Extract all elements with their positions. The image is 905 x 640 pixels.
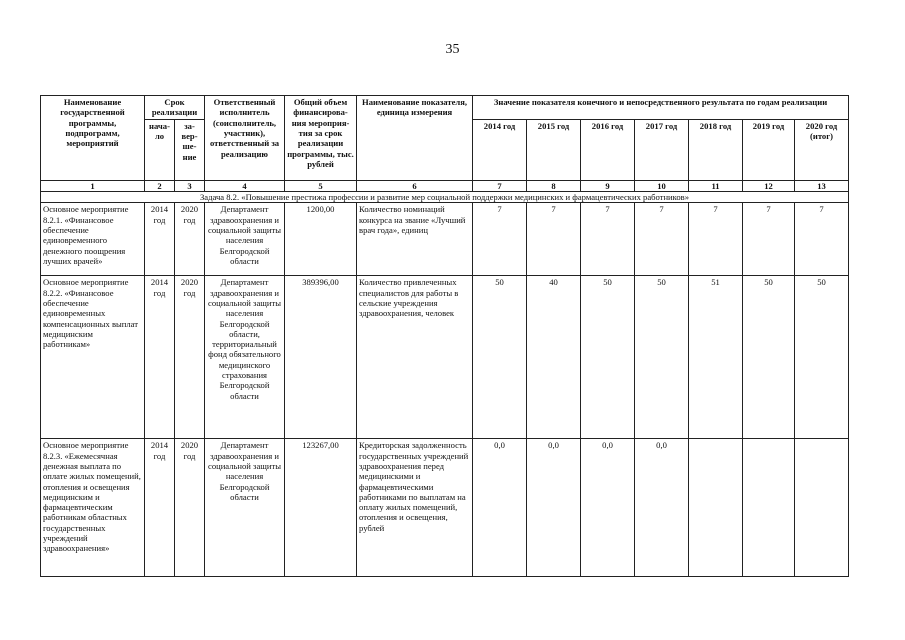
indicator: Количество номинаций конкурса на звание «Лучший врач года», единиц: [357, 203, 473, 276]
indicator: Кредиторская задолженность государственных учреждений здравоохранения перед медицинскими и фармацевтическими работниками по выплатам на оплату жилых помещений, отопления и освещения, рублей: [357, 439, 473, 577]
column-number: 4: [205, 180, 285, 191]
end-year: 2020 год: [175, 276, 205, 439]
header-year: 2020 год (итог): [795, 119, 849, 180]
value: [795, 439, 849, 577]
end-year: 2020 год: [175, 439, 205, 577]
column-number: 11: [689, 180, 743, 191]
event-name: Основное мероприятие 8.2.1. «Финансовое обеспечение единовременного денежного поощрения лучших врачей»: [41, 203, 145, 276]
header-year: 2014 год: [473, 119, 527, 180]
value: 50: [473, 276, 527, 439]
responsible: Департамент здравоохранения и социальной защиты населения Белгородской области: [205, 439, 285, 577]
end-year: 2020 год: [175, 203, 205, 276]
header-name: Наименование государственной программы, подпрограмм, мероприятий: [41, 96, 145, 181]
column-number: 3: [175, 180, 205, 191]
value: [743, 439, 795, 577]
value: 0,0: [527, 439, 581, 577]
value: 51: [689, 276, 743, 439]
header-values: Значение показателя конечного и непосредственного результата по годам реализации: [473, 96, 849, 120]
page-number: 35: [445, 42, 460, 57]
header-funding: Общий объем финансирова-ния мероприя-тия за срок реализации программы, тыс. рублей: [285, 96, 357, 181]
column-number: 8: [527, 180, 581, 191]
table-row: [41, 203, 849, 276]
value: 7: [635, 203, 689, 276]
results-table: [40, 95, 849, 577]
header-year: 2018 год: [689, 119, 743, 180]
value: 50: [795, 276, 849, 439]
column-number: 9: [581, 180, 635, 191]
responsible: Департамент здравоохранения и социальной защиты населения Белгородской области: [205, 203, 285, 276]
event-name: Основное мероприятие 8.2.2. «Финансовое обеспечение единовременных компенсационных выплат медицинским работникам»: [41, 276, 145, 439]
value: 7: [473, 203, 527, 276]
indicator: Количество привлеченных специалистов для работы в сельские учреждения здравоохранения, человек: [357, 276, 473, 439]
value: 7: [795, 203, 849, 276]
value: 7: [743, 203, 795, 276]
value: 40: [527, 276, 581, 439]
value: 7: [527, 203, 581, 276]
header-end: за-вер-ше-ние: [175, 119, 205, 180]
value: 50: [635, 276, 689, 439]
table-row: [41, 276, 849, 439]
column-number: 6: [357, 180, 473, 191]
header-responsible: Ответственный исполнитель (соисполнитель, участник), ответственный за реализацию: [205, 96, 285, 181]
responsible: Департамент здравоохранения и социальной защиты населения Белгородской области, территориальный фонд обязательного медицинского страхования Белгородской области: [205, 276, 285, 439]
value: 0,0: [473, 439, 527, 577]
table-row: [41, 439, 849, 577]
header-year: 2015 год: [527, 119, 581, 180]
value: [689, 439, 743, 577]
start-year: 2014 год: [145, 276, 175, 439]
task-heading: Задача 8.2. «Повышение престижа профессии и развитие мер социальной поддержки медицинских и фармацевтических работников»: [41, 191, 849, 202]
header-start: нача-ло: [145, 119, 175, 180]
value: 0,0: [581, 439, 635, 577]
column-number: 2: [145, 180, 175, 191]
header-indicator: Наименование показателя, единица измерения: [357, 96, 473, 181]
header-year: 2019 год: [743, 119, 795, 180]
header-term: Срок реализации: [145, 96, 205, 120]
value: 0,0: [635, 439, 689, 577]
funding: 389396,00: [285, 276, 357, 439]
value: 7: [689, 203, 743, 276]
event-name: Основное мероприятие 8.2.3. «Ежемесячная денежная выплата по оплате жилых помещений, отопления и освещения медицинским и фармацевтическим работникам областных государственных учреждений здравоохранения»: [41, 439, 145, 577]
column-number: 5: [285, 180, 357, 191]
funding: 1200,00: [285, 203, 357, 276]
column-numbers-row: [41, 180, 849, 191]
header-year: 2016 год: [581, 119, 635, 180]
header-year: 2017 год: [635, 119, 689, 180]
column-number: 1: [41, 180, 145, 191]
start-year: 2014 год: [145, 439, 175, 577]
value: 7: [581, 203, 635, 276]
start-year: 2014 год: [145, 203, 175, 276]
column-number: 7: [473, 180, 527, 191]
value: 50: [743, 276, 795, 439]
funding: 123267,00: [285, 439, 357, 577]
column-number: 10: [635, 180, 689, 191]
column-number: 12: [743, 180, 795, 191]
value: 50: [581, 276, 635, 439]
column-number: 13: [795, 180, 849, 191]
